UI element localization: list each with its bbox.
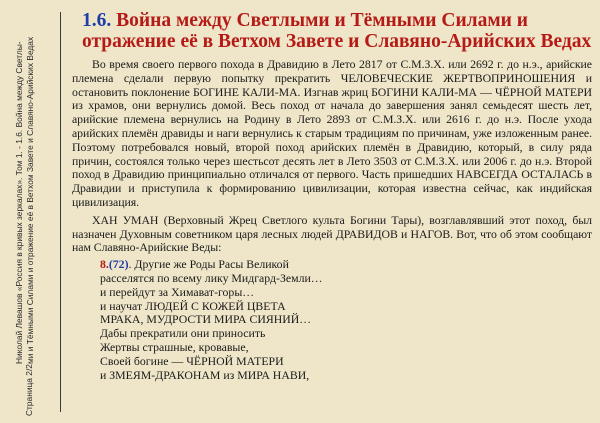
verse-reference: 8.(72) (100, 257, 129, 272)
verse-line: Дабы прекратили они приносить (100, 326, 266, 341)
verse-line: расселятся по всему лику Мидгард-Земли… (100, 270, 323, 285)
main-content (72, 10, 592, 382)
verse-quote (100, 258, 592, 382)
vertical-margin-text (14, 4, 58, 416)
margin-divider (60, 12, 61, 412)
verse-line: Жертвы страшные, кровавые, (100, 339, 249, 354)
book-credit-line-2: ми и Тёмными Силами и отражение её в Ветхом Завете и Славяно-Арийских Ведах (25, 36, 35, 364)
side-margin (14, 4, 58, 416)
verse-line: Своей богине — ЧЁРНОЙ МАТЕРИ (100, 353, 284, 368)
page-number-label: Страница 2/2 (24, 364, 34, 416)
book-credit (14, 4, 36, 364)
section-title: Война между Светлыми и Тёмными Силами и отражение её в Ветхом Завете и Славяно-Арийских Ведах (82, 10, 592, 52)
verse-line-first: 8.(72). Другие же Роды Расы Великой (100, 257, 289, 272)
verse-line: и научат ЛЮДЕЙ С КОЖЕЙ ЦВЕТА (100, 298, 286, 313)
paragraph-2: ХАН УМАН (Верховный Жрец Светлого культа Богини Тары), возглавлявший этот поход, был назначен Духовным советником царя лесных людей ДРАВИДОВ и НАГОВ. Вот, что об этом сообщают нам Славяно-Арийские Веды: (72, 212, 592, 255)
verse-line: и перейдут за Химават-горы… (100, 284, 255, 299)
section-heading (82, 10, 592, 52)
paragraph-1: Во время своего первого похода в Дравидию в Лето 2817 от С.М.З.Х. или 2692 г. до н.э., арийские племена сделали первую попытку прекратить ЧЕЛОВЕЧЕСКИЕ ЖЕРТВОПРИНОШЕНИЯ и остановить поклонение БОГИНЕ КАЛИ-МА. Изгнав жриц БОГИНИ КАЛИ-МА — ЧЁРНОЙ МАТЕРИ из храмов, они вернулись домой. Весь поход от начала до завершения занял семьдесят шесть лет, арийские племена вернулись на Родину в Лето 2893 от С.М.З.Х. или 2616 г. до н.э. После ухода арийских племён дравиды и наги вернулись к старым традициям по причинам, уже изложенным ранее. Поэтому потребовался новый, второй поход арийских племён в Дравидию, который, в силу ряда причин, состоялся только через шестьсот десять лет в Лето 3503 от С.М.З.Х. или 2006 г. до н.э. Второй поход в Дравидию принципиально отличался от первого. Часть пришедших НАВСЕГДА ОСТАЛАСЬ в Дравидии и приступила к формированию цивилизации, которая известна сейчас, как индийская цивилизация. (72, 57, 592, 209)
verse-line: МРАКА, МУДРОСТИ МИРА СИЯНИЙ… (100, 312, 312, 327)
book-credit-line-1: Николай Левашов «Россия в кривых зеркалах». Том 1. - 1.6. Война между Светлы- (14, 41, 24, 364)
verse-line: и ЗМЕЯМ-ДРАКОНАМ из МИРА НАВИ, (100, 367, 310, 382)
section-number: 1.6. (82, 10, 112, 31)
